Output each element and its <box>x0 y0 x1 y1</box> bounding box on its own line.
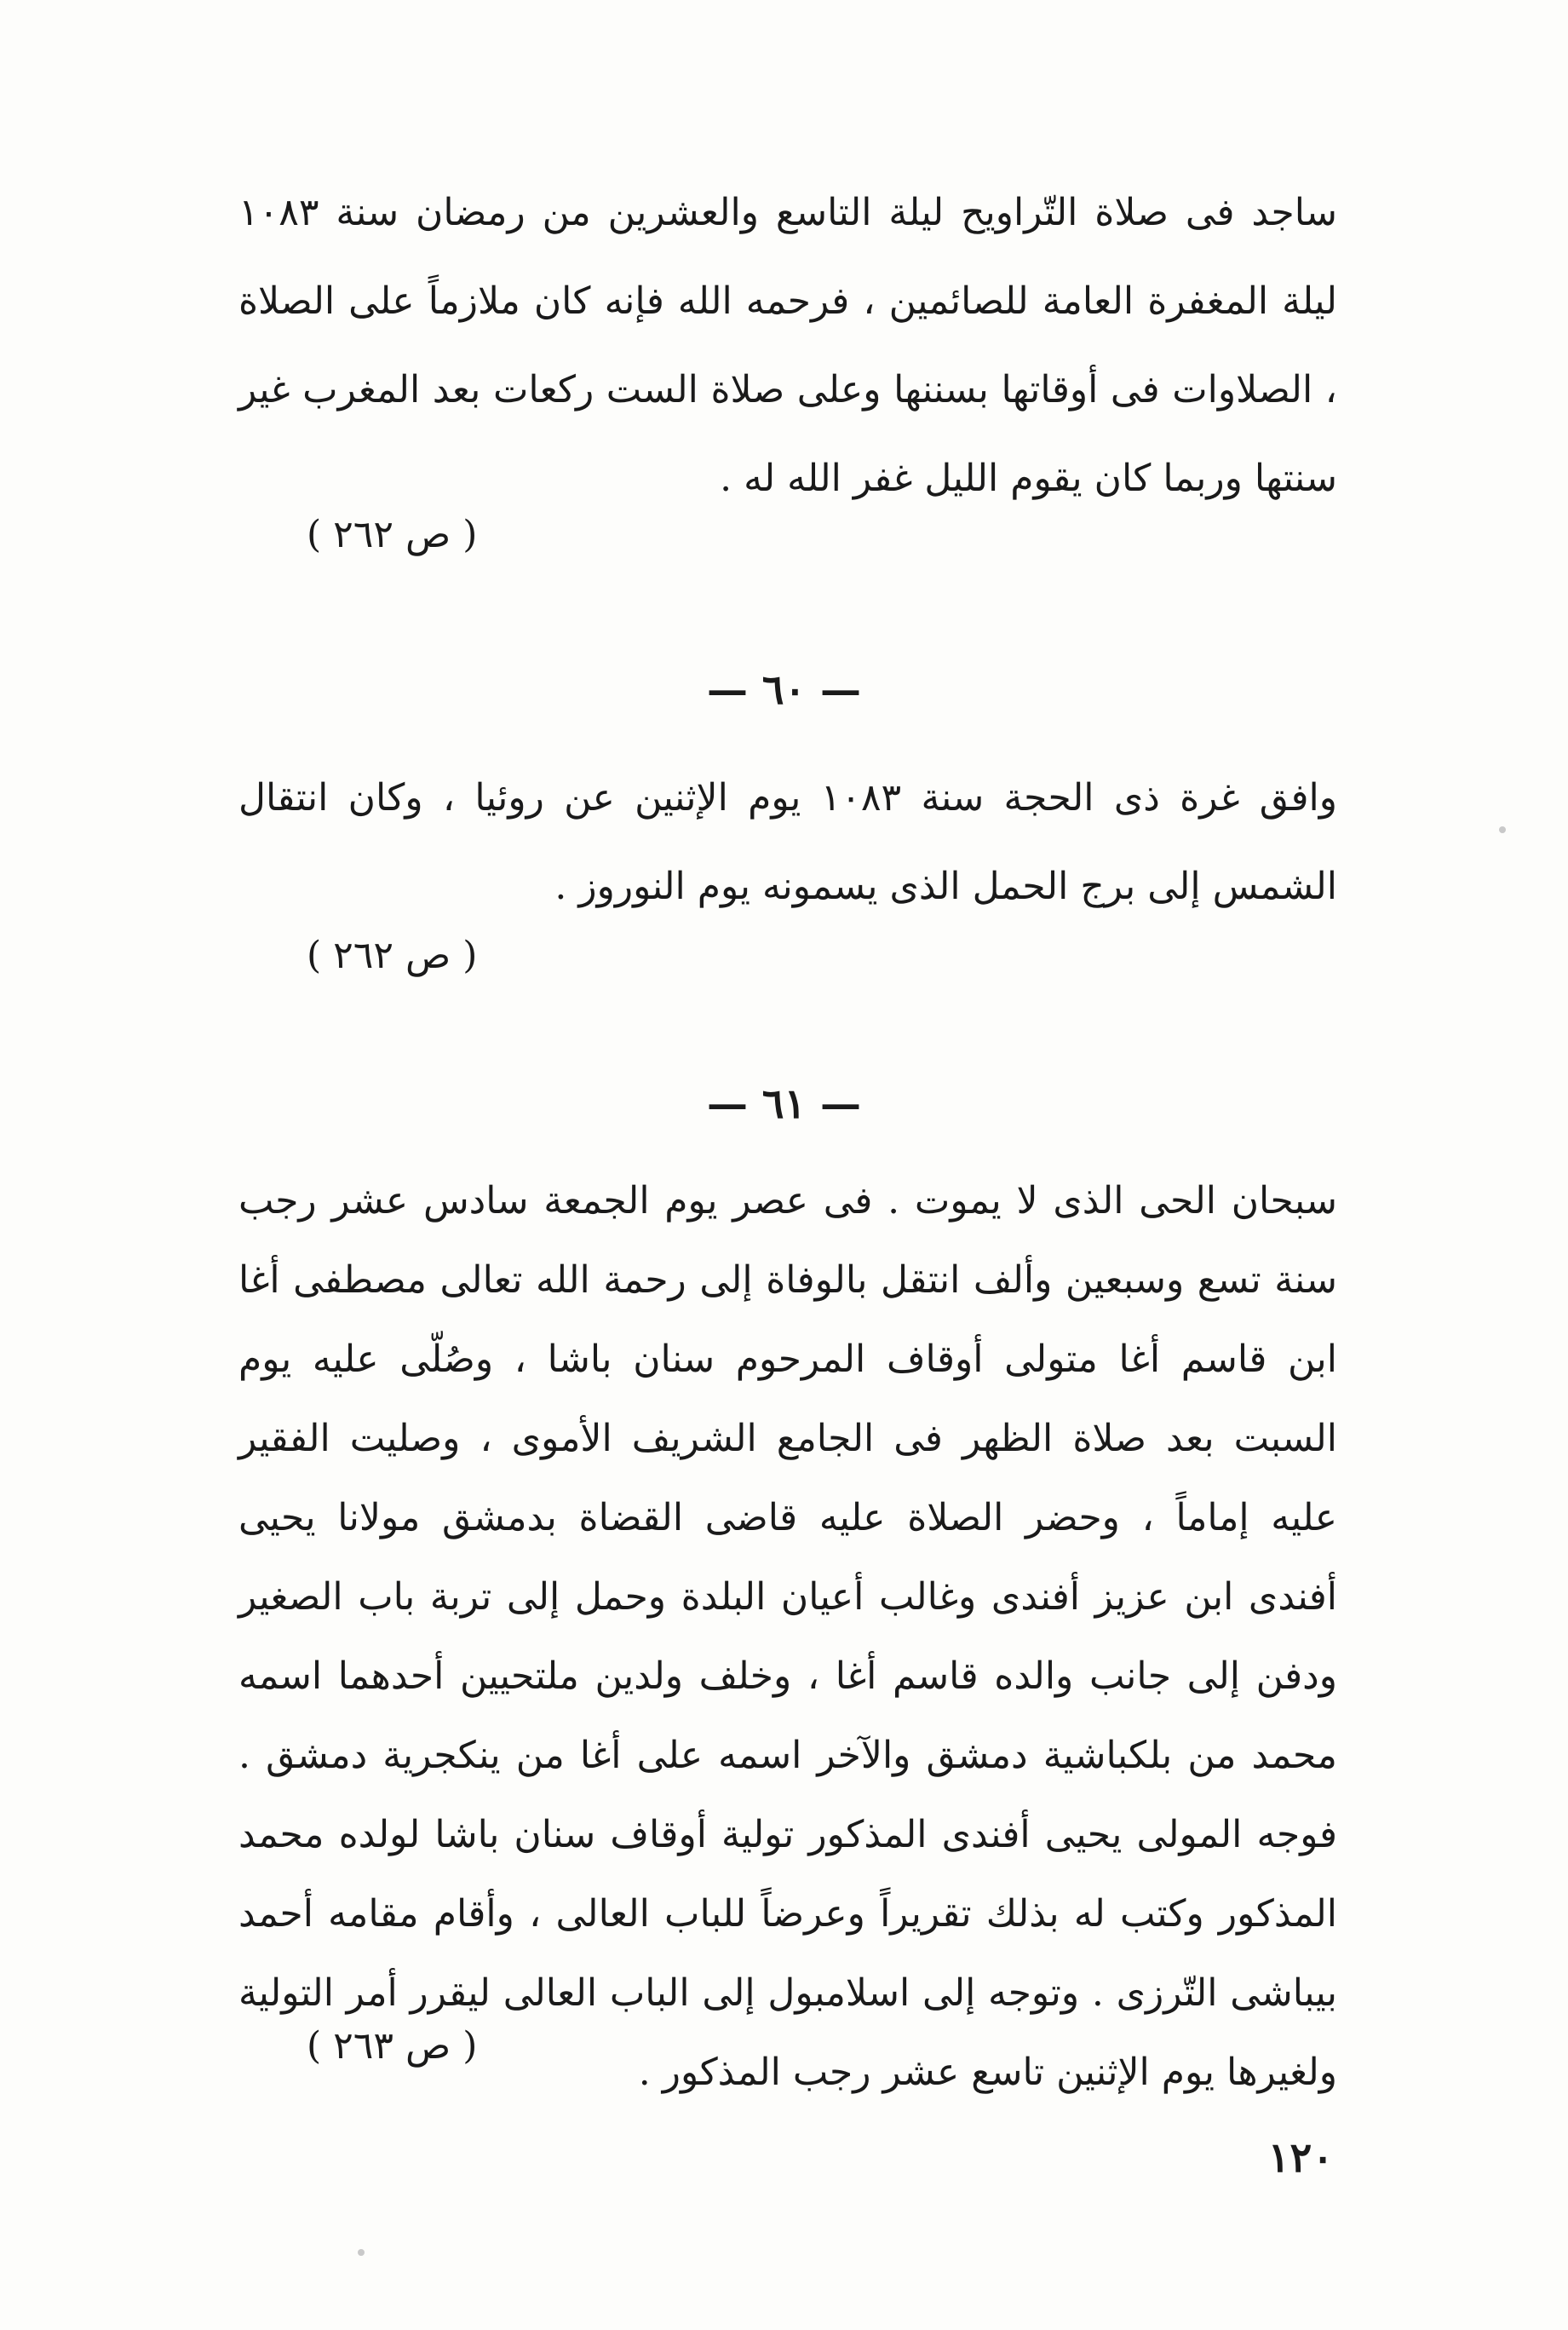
section-1-body <box>238 169 1337 523</box>
scan-speck <box>1499 826 1506 833</box>
section-60-paragraph: وافق غرة ذى الحجة سنة ١٠٨٣ يوم الإثنين عن روئيا ، وكان انتقال الشمس إلى برج الحمل الذى يسمونه يوم النوروز . <box>238 776 1338 908</box>
section-60-body <box>238 754 1337 931</box>
section-61-paragraph: سبحان الحى الذى لا يموت . فى عصر يوم الجمعة سادس عشر رجب سنة تسع وسبعين وألف انتقل بالوفاة إلى رحمة الله تعالى مصطفى أغا ابن قاسم أغا متولى أوقاف المرحوم سنان باشا ، وصُلّى عليه يوم السبت بعد صلاة الظهر فى الجامع الشريف الأموى ، وصليت الفقير عليه إماماً ، وحضر الصلاة عليه قاضى القضاة بدمشق مولانا يحيى أفندى ابن عزيز أفندى وغالب أعيان البلدة وحمل إلى تربة باب الصغير ودفن إلى جانب والده قاسم أغا ، وخلف ولدين ملتحيين أحدهما اسمه محمد من بلكباشية دمشق والآخر اسمه على أغا من ينكجرية دمشق . فوجه المولى يحيى أفندى المذكور تولية أوقاف سنان باشا لولده محمد المذكور وكتب له بذلك تقريراً وعرضاً للباب العالى ، وأقام مقامه أحمد بيباشى التّرزى . وتوجه إلى اسلامبول إلى الباب العالى ليقرر أمر التولية ولغيرها يوم الإثنين تاسع عشر رجب المذكور . <box>238 1179 1338 2094</box>
section-61-number: — ٦١ — <box>707 1080 861 1128</box>
section-60-reference: ( ص ٢٦٢ ) <box>307 934 478 977</box>
section-1-reference: ( ص ٢٦٢ ) <box>307 513 478 556</box>
section-1-paragraph: ساجد فى صلاة التّراويح ليلة التاسع والعشرين من رمضان سنة ١٠٨٣ ليلة المغفرة العامة للصائمين ، فرحمه الله فإنه كان ملازماً على الصلاة ، الصلاوات فى أوقاتها بسننها وعلى صلاة الست ركعات بعد المغرب غير سنتها وربما كان يقوم الليل غفر الله له . <box>238 191 1337 500</box>
page-number: ١٢٠ <box>1267 2134 1334 2182</box>
section-60-number: — ٦٠ — <box>707 666 861 714</box>
scan-speck <box>358 2249 365 2256</box>
section-61-body <box>238 1161 1337 2112</box>
section-61-reference: ( ص ٢٦٣ ) <box>307 2024 478 2068</box>
